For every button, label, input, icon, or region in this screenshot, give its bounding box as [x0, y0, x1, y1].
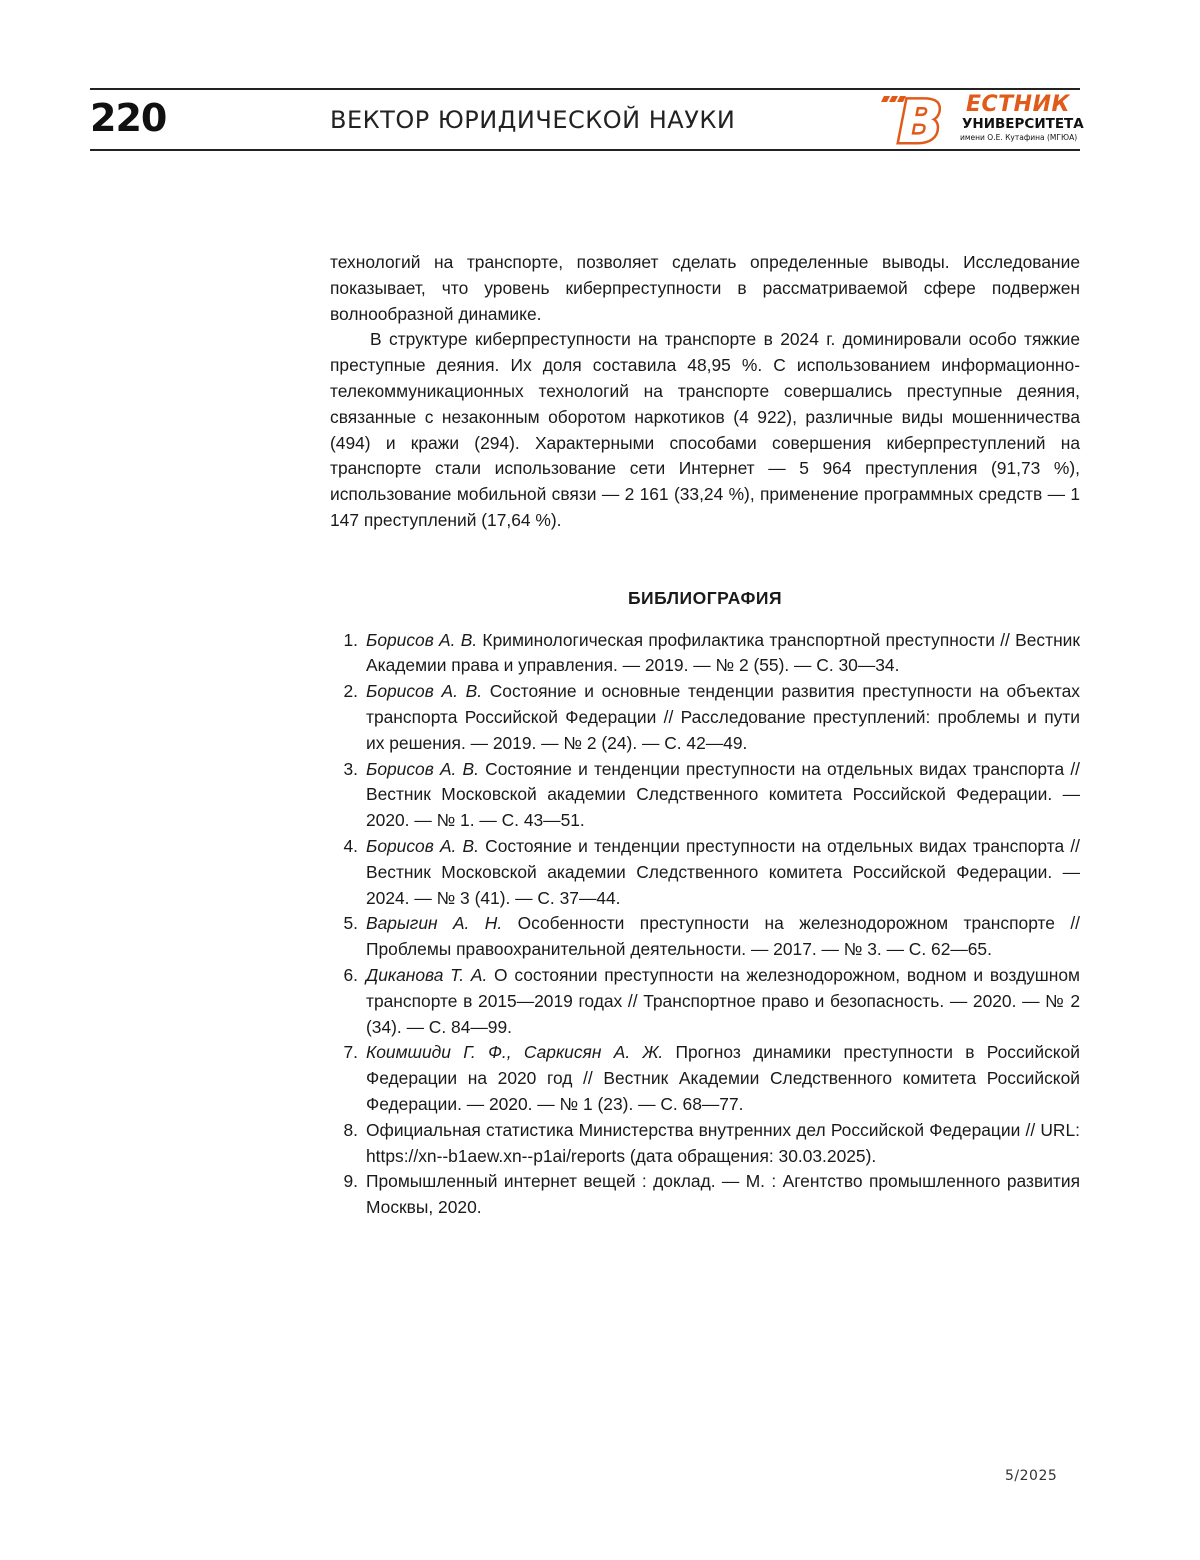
bibliography-item-author: Борисов А. В. [366, 836, 479, 856]
bibliography-heading: БИБЛИОГРАФИЯ [330, 586, 1080, 612]
bibliography-item-number: 9. [330, 1169, 366, 1221]
bibliography-item [330, 628, 1080, 680]
body-paragraph: В структуре киберпреступности на транспорте в 2024 г. доминировали особо тяжкие преступные деяния. Их доля составила 48,95 %. С использованием информационно-телекоммуникационных технологий на транспорте совершались преступные деяния, связанные с незаконным оборотом наркотиков (4 922), различные виды мошенничества (494) и кражи (294). Характерными способами совершения киберпреступлений на транспорте стали использование сети Интернет — 5 964 преступления (91,73 %), использование мобильной связи — 2 161 (33,24 %), применение программных средств — 1 147 преступлений (17,64 %). [330, 327, 1080, 533]
bibliography-item-author: Коимшиди Г. Ф., Саркисян А. Ж. [366, 1042, 663, 1062]
bibliography-item-number: 5. [330, 911, 366, 963]
article-content [330, 250, 1080, 1221]
bibliography-item-text: Состояние и тенденции преступности на отдельных видах транспорта // Вестник Московской академии Следственного комитета Российской Федерации. — 2020. — № 1. — С. 43—51. [366, 759, 1080, 831]
bibliography-item-number: 7. [330, 1040, 366, 1117]
bibliography-item-body [366, 1169, 1080, 1221]
bibliography-item-text: Прогноз динамики преступности в Российской Федерации на 2020 год // Вестник Академии Следственного комитета Российской Федерации. — 2020. — № 1 (23). — С. 68—77. [366, 1042, 1080, 1114]
bibliography-item-number: 2. [330, 679, 366, 756]
logo-letter: В [898, 90, 942, 148]
bibliography-item-author: Борисов А. В. [366, 630, 477, 650]
bibliography-item [330, 963, 1080, 1040]
bibliography-item-body [366, 679, 1080, 756]
bibliography-item-text: О состоянии преступности на железнодорожном, водном и воздушном транспорте в 2015—2019 годах // Транспортное право и безопасность. — 2020. — № 2 (34). — С. 84—99. [366, 965, 1080, 1037]
issue-number: 5/2025 [1005, 1468, 1057, 1484]
logo-subtitle: имени О.Е. Кутафина (МГЮА) [960, 133, 1077, 142]
bibliography-item-author: Диканова Т. А. [366, 965, 487, 985]
bibliography-item [330, 911, 1080, 963]
bibliography-item-text: Состояние и тенденции преступности на отдельных видах транспорта // Вестник Московской академии Следственного комитета Российской Федерации. — 2024. — № 3 (41). — С. 37—44. [366, 836, 1080, 908]
bibliography-item-body [366, 1040, 1080, 1117]
bibliography-item-body [366, 911, 1080, 963]
section-title: ВЕКТОР ЮРИДИЧЕСКОЙ НАУКИ [330, 106, 735, 134]
body-paragraph: технологий на транспорте, позволяет сделать определенные выводы. Исследование показывает, что уровень киберпреступности в рассматриваемой сфере подвержен волнообразной динамике. [330, 250, 1080, 327]
bibliography-item-number: 6. [330, 963, 366, 1040]
header-bottom-rule [90, 149, 1080, 151]
bibliography-item-number: 4. [330, 834, 366, 911]
page-number: 220 [90, 96, 166, 140]
bibliography-item-body [366, 1118, 1080, 1170]
bibliography-item [330, 679, 1080, 756]
bibliography-item-author: Борисов А. В. [366, 759, 479, 779]
bibliography-item-text: Официальная статистика Министерства внутренних дел Российской Федерации // URL: https://xn--b1aew.xn--p1ai/reports (дата обращения: 30.03.2025). [366, 1120, 1080, 1166]
bibliography-item-number: 8. [330, 1118, 366, 1170]
logo-letter-mark [880, 90, 970, 148]
bibliography-item-text: Криминологическая профилактика транспортной преступности // Вестник Академии права и управления. — 2019. — № 2 (55). — С. 30—34. [366, 630, 1080, 676]
bibliography-item-body [366, 757, 1080, 834]
bibliography-item-text: Особенности преступности на железнодорожном транспорте // Проблемы правоохранительной деятельности. — 2017. — № 3. — С. 62—65. [366, 913, 1080, 959]
bibliography-item-body [366, 834, 1080, 911]
logo-word: ЕСТНИК [966, 92, 1070, 117]
bibliography-item-author: Варыгин А. Н. [366, 913, 502, 933]
bibliography-item-body [366, 963, 1080, 1040]
logo-university: УНИВЕРСИТЕТА [962, 116, 1084, 132]
bibliography-item-number: 3. [330, 757, 366, 834]
bibliography-item-author: Борисов А. В. [366, 681, 482, 701]
bibliography-item-body [366, 628, 1080, 680]
bibliography-item [330, 1118, 1080, 1170]
bibliography-item-number: 1. [330, 628, 366, 680]
bibliography-list [330, 628, 1080, 1221]
bibliography-item [330, 1040, 1080, 1117]
bibliography-item [330, 1169, 1080, 1221]
bibliography-item [330, 834, 1080, 911]
bibliography-item [330, 757, 1080, 834]
bibliography-item-text: Промышленный интернет вещей : доклад. — М. : Агентство промышленного развития Москвы, 2020. [366, 1171, 1080, 1217]
page-header [90, 88, 1080, 150]
journal-logo [880, 90, 1080, 148]
bibliography-item-text: Состояние и основные тенденции развития преступности на объектах транспорта Российской Федерации // Расследование преступлений: проблемы и пути их решения. — 2019. — № 2 (24). — С. 42—49. [366, 681, 1080, 753]
